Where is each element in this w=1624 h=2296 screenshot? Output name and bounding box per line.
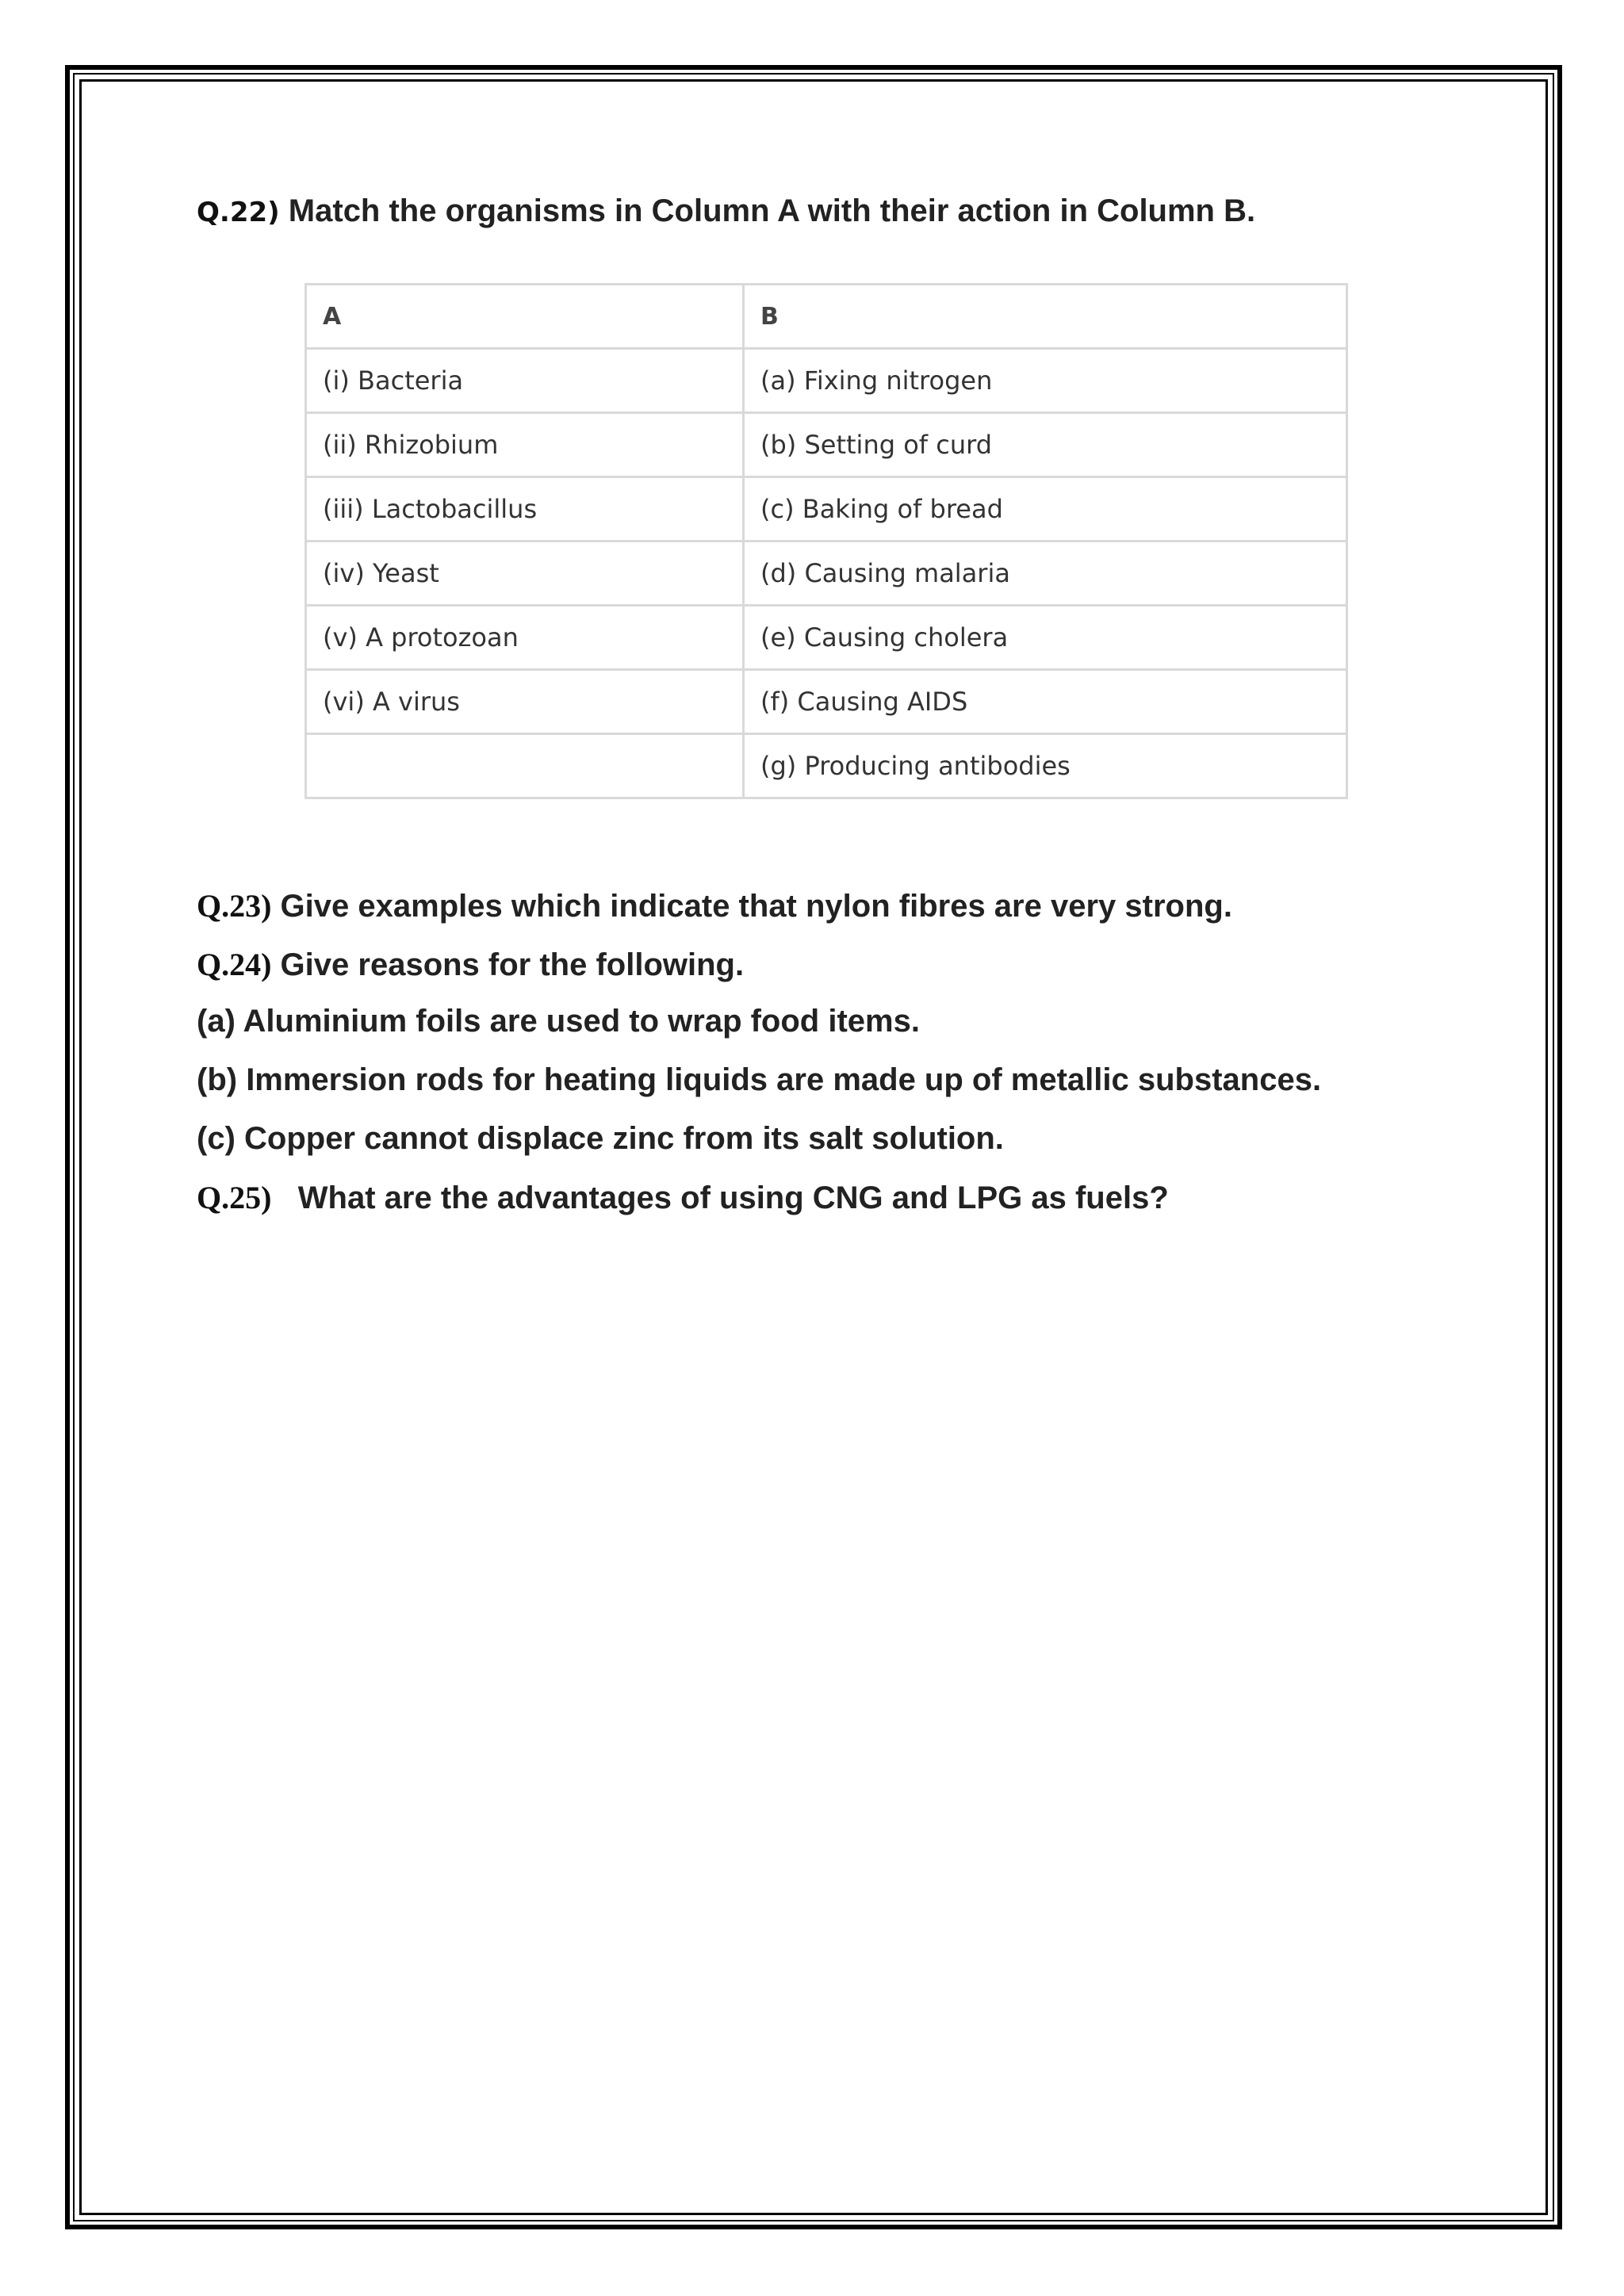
column-a-cell: (v) A protozoan <box>306 606 744 670</box>
table-row <box>306 349 1347 413</box>
column-b-cell: (a) Fixing nitrogen <box>744 349 1347 413</box>
question-25 <box>197 1179 1169 1216</box>
question-text: Give examples which indicate that nylon fibres are very strong. <box>271 889 1232 924</box>
question-24-part-b: (b) Immersion rods for heating liquids are made up of metallic substances. <box>197 1062 1322 1097</box>
match-table <box>304 283 1348 799</box>
question-number: Q.22) <box>197 197 280 228</box>
column-a-cell: (iii) Lactobacillus <box>306 477 744 541</box>
table-row <box>306 734 1347 798</box>
question-text: Give reasons for the following. <box>271 947 745 982</box>
question-number: Q.23) <box>197 888 272 924</box>
table-header-row <box>306 285 1347 349</box>
column-a-cell <box>306 734 744 798</box>
table-row <box>306 606 1347 670</box>
question-number: Q.25) <box>197 1180 272 1215</box>
column-b-cell: (d) Causing malaria <box>744 541 1347 606</box>
question-24-part-c: (c) Copper cannot displace zinc from its salt solution. <box>197 1121 1004 1156</box>
table-row <box>306 413 1347 477</box>
column-a-cell: (ii) Rhizobium <box>306 413 744 477</box>
column-a-cell: (vi) A virus <box>306 670 744 734</box>
column-a-cell: (i) Bacteria <box>306 349 744 413</box>
question-22 <box>197 193 1255 229</box>
question-number: Q.24) <box>197 947 272 982</box>
column-b-cell: (b) Setting of curd <box>744 413 1347 477</box>
column-b-cell: (c) Baking of bread <box>744 477 1347 541</box>
column-b-header: B <box>744 285 1347 349</box>
column-a-header: A <box>306 285 744 349</box>
table-row <box>306 477 1347 541</box>
question-text: What are the advantages of using CNG and LPG as fuels? <box>271 1181 1169 1215</box>
table-row <box>306 670 1347 734</box>
question-text: Match the organisms in Column A with their action in Column B. <box>279 193 1256 228</box>
column-b-cell: (e) Causing cholera <box>744 606 1347 670</box>
question-24-part-a: (a) Aluminium foils are used to wrap food items. <box>197 1004 920 1039</box>
column-b-cell: (g) Producing antibodies <box>744 734 1347 798</box>
column-a-cell: (iv) Yeast <box>306 541 744 606</box>
table-row <box>306 541 1347 606</box>
column-b-cell: (f) Causing AIDS <box>744 670 1347 734</box>
question-23 <box>197 887 1232 924</box>
question-24 <box>197 946 744 983</box>
